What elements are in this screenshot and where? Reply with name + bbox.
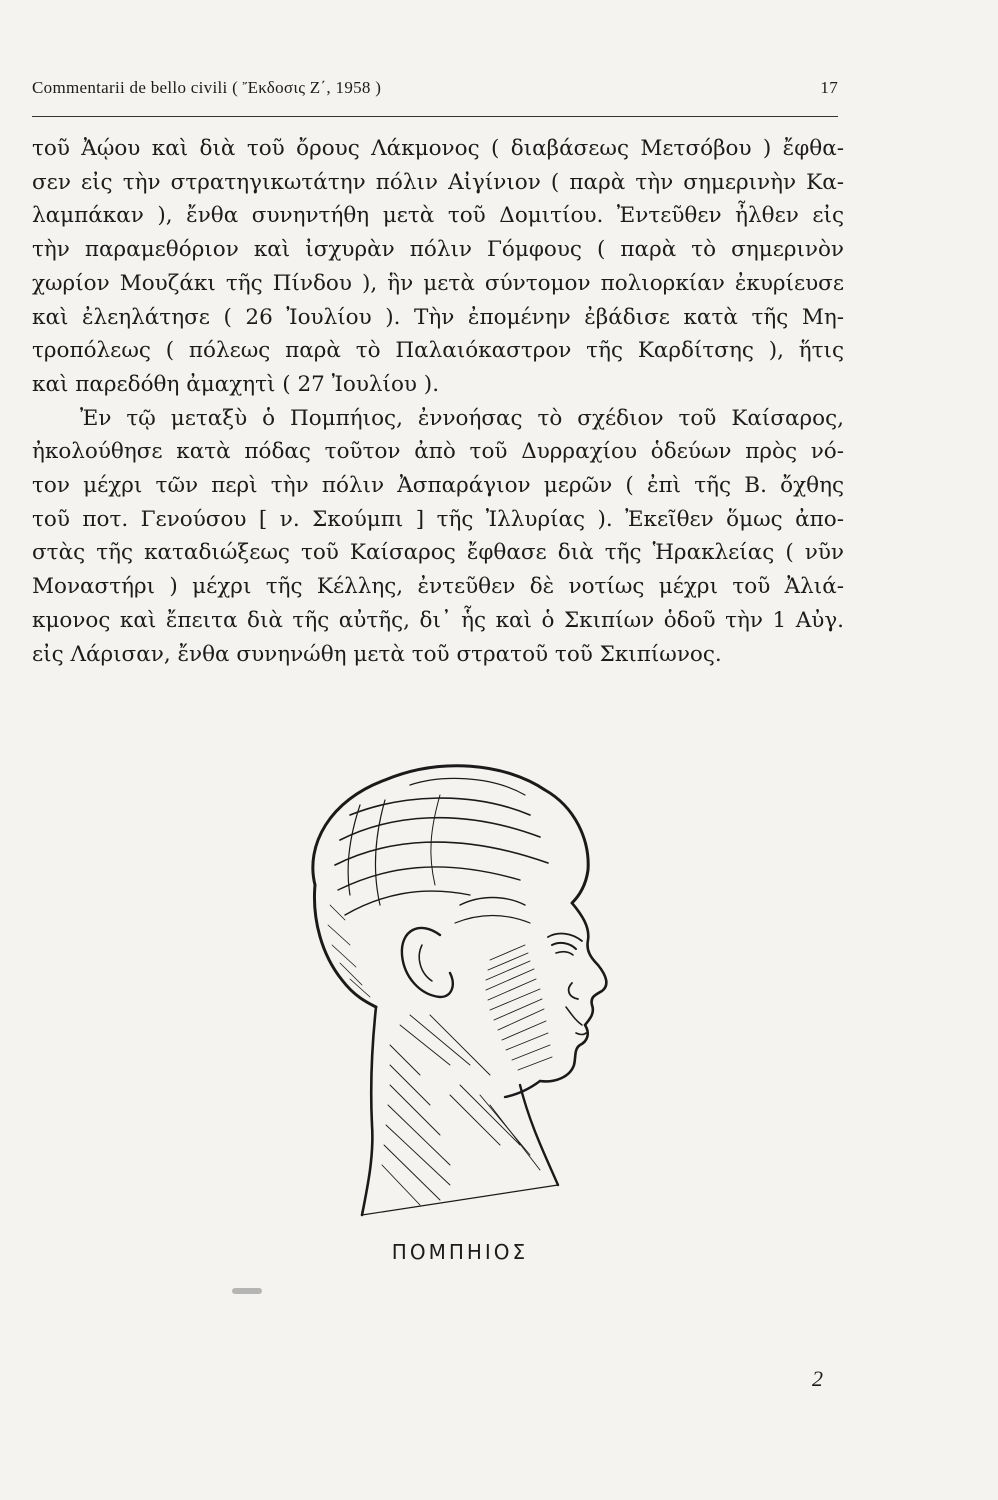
text-line: Μοναστήρι ) μέχρι τῆς Κέλλης, ἐντεῦθεν δὲ νοτίως μέχρι τοῦ Ἀλιά- [32,574,844,600]
text-line: χωρίον Μουζάκι τῆς Πίνδου ), ἣν μετὰ σύντομον πολιορκίαν ἐκυρίευσε [32,270,844,296]
running-head [32,78,838,98]
text-line: τοῦ ποτ. Γενούσου [ ν. Σκούμπι ] τῆς Ἰλλυρίας ). Ἐκεῖθεν ὅμως ἀπο- [32,506,844,532]
text-line: τοῦ Ἀῴου καὶ διὰ τοῦ ὄρους Λάκμονος ( διαβάσεως Μετσόβου ) ἔφθα- [32,136,844,161]
header-rule [32,116,838,117]
signature-mark: 2 [812,1366,823,1391]
text-line: καὶ ἐλεηλάτησε ( 26 Ἰουλίου ). Τὴν ἐπομένην ἐβάδισε κατὰ τῆς Μη- [32,304,844,330]
text-line: τον μέχρι τῶν περὶ τὴν πόλιν Ἀσπαράγιον μερῶν ( ἐπὶ τῆς Β. ὄχθης [32,473,844,499]
figure-caption: ΠΟΜΠΗΙΟΣ [391,1240,529,1264]
body-text [32,132,844,671]
text-line: καὶ παρεδόθη ἀμαχητὶ ( 27 Ἰουλίου ). [32,371,440,397]
text-line: εἰς Λάρισαν, ἔνθα συνηνώθη μετὰ τοῦ στρατοῦ τοῦ Σκιπίωνος. [32,641,722,667]
page-number-top: 17 [820,78,838,97]
text-line: λαμπάκαν ), ἔνθα συνηντήθη μετὰ τοῦ Δομιτίου. Ἐντεῦθεν ἦλθεν εἰς [32,203,844,229]
text-line: σεν εἰς τὴν στρατηγικωτάτην πόλιν Αἰγίνιον ( παρὰ τὴν σημερινὴν Κα- [32,169,844,195]
ink-smudge [232,1288,262,1294]
text-line: τροπόλεως ( πόλεως παρὰ τὸ Παλαιόκαστρον τῆς Καρδίτσης ), ἥτις [32,338,844,364]
text-line: κμονος καὶ ἔπειτα διὰ τῆς αὐτῆς, δι᾽ ἧς καὶ ὁ Σκιπίων ὁδοῦ τὴν 1 Αὐγ. [32,607,844,633]
text-line: τὴν παραμεθόριον καὶ ἰσχυρὰν πόλιν Γόμφους ( παρὰ τὸ σημερινὸν [32,237,844,263]
pompey-portrait-illustration [290,745,670,1235]
running-title: Commentarii de bello civili ( Ἔκδοσις Ζ΄, 1958 ) [32,78,382,97]
text-line: ἠκολούθησε κατὰ πόδας τοῦτον ἀπὸ τοῦ Δυρραχίου ὁδεύων πρὸς νό- [32,439,844,465]
text-line: Ἐν τῷ μεταξὺ ὁ Πομπήιος, ἐννοήσας τὸ σχέδιον τοῦ Καίσαρος, [80,405,844,431]
text-line: στὰς τῆς καταδιώξεως τοῦ Καίσαρος ἔφθασε διὰ τῆς Ἡρακλείας ( νῦν [32,540,844,566]
